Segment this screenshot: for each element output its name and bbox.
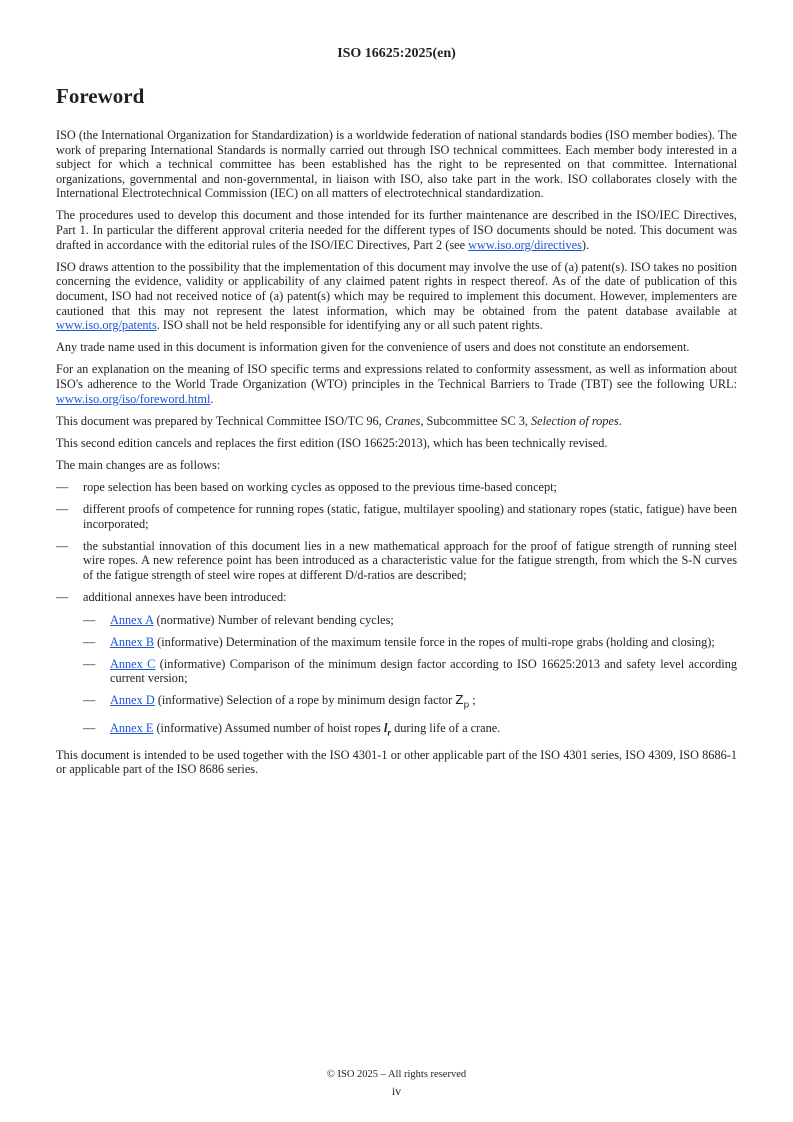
paragraph-patents: ISO draws attention to the possibility that the implementation of this document may involve the use of (a) patent(s). ISO takes no position concerning the evidence, validity or applicability of any claimed patent rights in respect thereof. As of the date of publication of this document, ISO had not received notice of (a) patent(s) which may be required to implement this document. However, implementers are cautioned that this may not represent the latest information, which may be obtained from the patent database available at www.iso.org/patents. ISO shall not be held responsible for identifying any or all such patent rights. bbox=[56, 259, 737, 333]
symbol-zp: $Z_p$ bbox=[455, 693, 470, 711]
link-foreword[interactable]: www.iso.org/iso/foreword.html bbox=[56, 391, 211, 406]
link-patents[interactable]: www.iso.org/patents bbox=[56, 318, 157, 333]
foreword-body bbox=[56, 128, 737, 784]
annex-item-c: — Annex C (informative) Comparison of the minimum design factor according to ISO 16625:2013 and safety level according current version; bbox=[83, 657, 737, 686]
list-item: — the substantial innovation of this document lies in a new mathematical approach for the proof of fatigue strength of running steel wire ropes. A new reference point has been introduced as a characteristic value for the fatigue strength, from which the S-N curves of the fatigue strength of steel wire ropes at different D/d-ratios are described; bbox=[56, 539, 737, 583]
link-annex-c[interactable]: Annex C bbox=[110, 656, 156, 671]
paragraph-prepared-by: This document was prepared by Technical Committee ISO/TC 96, Cranes, Subcommittee SC 3, Selection of ropes. bbox=[56, 413, 622, 428]
copyright-notice: © ISO 2025 – All rights reserved bbox=[326, 1069, 467, 1080]
annex-item-b: — Annex B (informative) Determination of the maximum tensile force in the ropes of multi-rope grabs (holding and closing); bbox=[83, 635, 737, 650]
link-annex-d[interactable]: Annex D bbox=[110, 693, 155, 708]
paragraph-used-together: This document is intended to be used together with the ISO 4301-1 or other applicable part of the ISO 4301 series, ISO 4309, ISO 8686-1 or applicable part of the ISO 8686 series. bbox=[56, 747, 737, 777]
paragraph-trade-name: Any trade name used in this document is information given for the convenience of users and does not constitute an endorsement. bbox=[56, 340, 690, 355]
paragraph-main-changes: The main changes are as follows: bbox=[56, 457, 221, 472]
symbol-lr: $l_r$ bbox=[383, 719, 392, 738]
link-annex-b[interactable]: Annex B bbox=[110, 634, 155, 649]
paragraph-conformity: For an explanation on the meaning of ISO specific terms and expressions related to conformity assessment, as well as information about ISO's adherence to the World Trade Organization (WTO) principles in the Technical Barriers to Trade (TBT) see the following URL: www.iso.org/iso/foreword.html. bbox=[56, 362, 737, 406]
page-number: iv bbox=[391, 1084, 402, 1098]
document-id-header: ISO 16625:2025(en) bbox=[337, 46, 456, 61]
link-directives[interactable]: www.iso.org/directives bbox=[468, 237, 582, 252]
list-item: — rope selection has been based on working cycles as opposed to the previous time-based concept; bbox=[56, 480, 737, 495]
list-item: — different proofs of competence for running ropes (static, fatigue, multilayer spooling) and stationary ropes (static, fatigue) have been incorporated; bbox=[56, 502, 737, 531]
paragraph-edition: This second edition cancels and replaces the first edition (ISO 16625:2013), which has been technically revised. bbox=[56, 435, 608, 450]
paragraph-iso-intro: ISO (the International Organization for Standardization) is a worldwide federation of national standards bodies (ISO member bodies). The work of preparing International Standards is normally carried out through ISO technical committees. Each member body interested in a subject for which a technical committee has been established has the right to be represented on that committee. International organizations, governmental and non-governmental, in liaison with ISO, also take part in the work. ISO collaborates closely with the International Electrotechnical Commission (IEC) on all matters of electrotechnical standardization. bbox=[56, 128, 737, 201]
annex-list bbox=[83, 613, 737, 741]
paragraph-procedures: The procedures used to develop this document and those intended for its further maintenance are described in the ISO/IEC Directives, Part 1. In particular the different approval criteria needed for the different types of ISO documents should be noted. This document was drafted in accordance with the editorial rules of the ISO/IEC Directives, Part 2 (see www.iso.org/directives). bbox=[56, 208, 737, 252]
annex-item-a: — Annex A (normative) Number of relevant bending cycles; bbox=[83, 613, 737, 628]
annex-item-d: — Annex D (informative) Selection of a rope by minimum design factor $Z_p$ ; bbox=[83, 693, 737, 713]
list-item: — additional annexes have been introduced: — Annex A (normative) Number of relevant bending cycles; — Annex B (informative) Determination of the maximum tensile force in the ropes of multi-rope grabs (holding and closing); — Annex C (informative) Comparison of the minimum design factor according to ISO 16625:2013 and safety level according current version; — Annex D (informative) Selection of a rope by minimum design factor $Z_p$ ; — Annex E (informative) Assumed number of hoist ropes $l_r$ during life of a crane. bbox=[56, 590, 737, 740]
changes-list bbox=[56, 480, 737, 740]
link-annex-e[interactable]: Annex E bbox=[110, 720, 154, 735]
page-footer bbox=[0, 1067, 793, 1099]
annex-item-e: — Annex E (informative) Assumed number of hoist ropes $l_r$ during life of a crane. bbox=[83, 721, 737, 740]
section-title: Foreword bbox=[56, 84, 145, 108]
link-annex-a[interactable]: Annex A bbox=[110, 612, 154, 627]
